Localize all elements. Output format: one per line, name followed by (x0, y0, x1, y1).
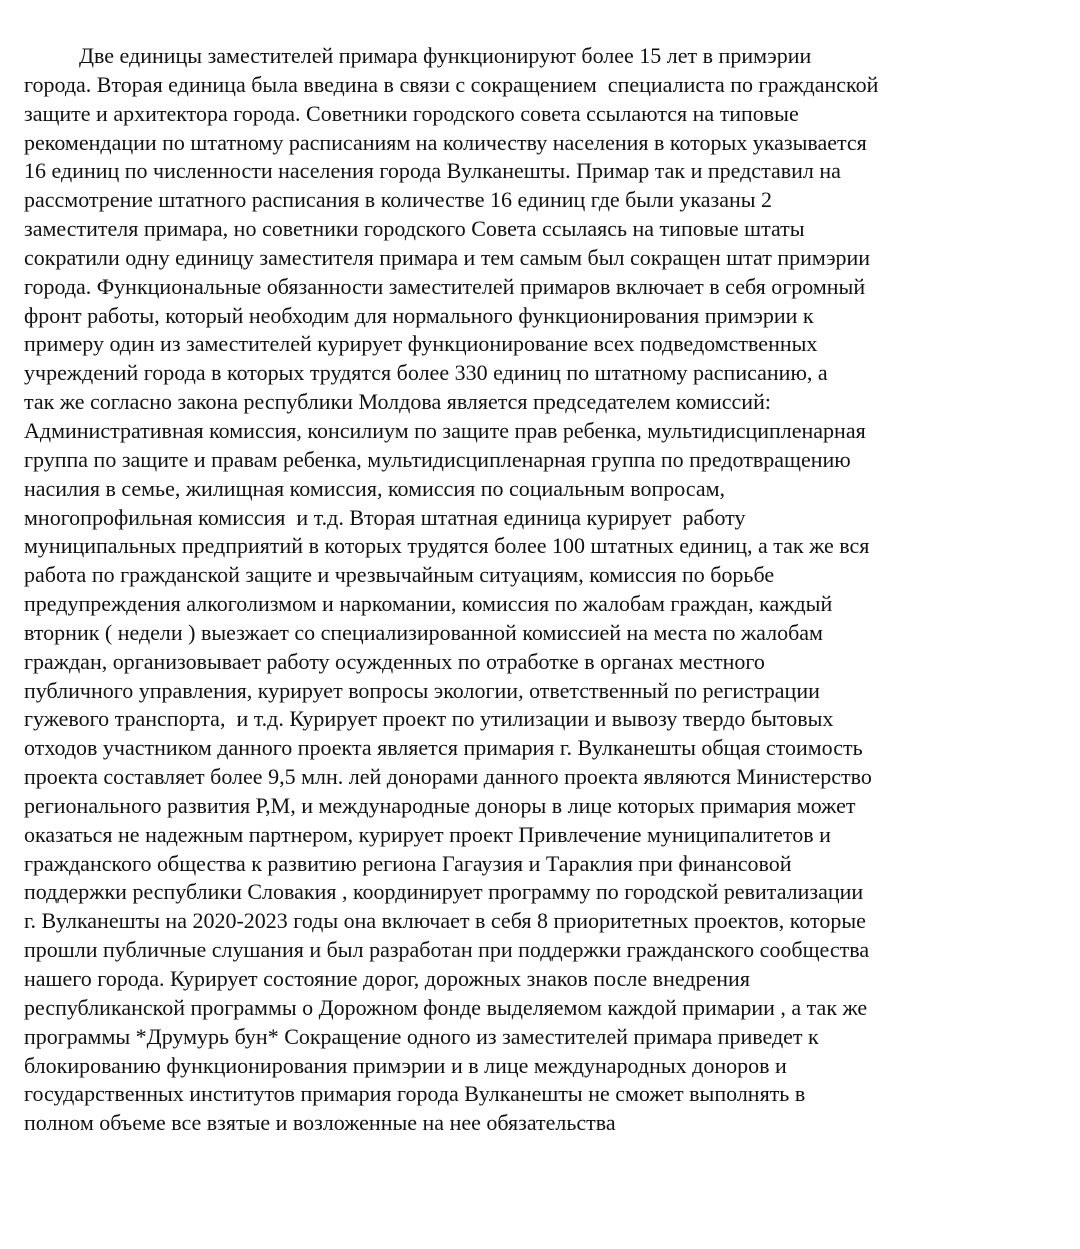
text-line: поддержки республики Словакия , координирует программу по городской ревитализации (24, 879, 864, 905)
text-line: прошли публичные слушания и был разработан при поддержки гражданского сообщества (24, 937, 870, 963)
text-line: 16 единиц по численности населения города Вулканешты. Примар так и представил на (24, 158, 841, 184)
text-line: многопрофильная комиссия и т.д. Вторая штатная единица курирует работу (24, 504, 746, 530)
text-line: вторник ( недели ) выезжает со специализированной комиссией на места по жалобам (24, 619, 823, 645)
document-body-text (24, 42, 1064, 1138)
text-line: сократили одну единицу заместителя примара и тем самым был сокращен штат примэрии (24, 244, 871, 270)
text-line: учреждений города в которых трудятся более 330 единиц по штатному расписанию, а (24, 360, 828, 386)
text-line: г. Вулканешты на 2020-2023 годы она включает в себя 8 приоритетных проектов, которые (24, 908, 866, 934)
text-line: регионального развития Р,М, и международные доноры в лице которых примария может (24, 792, 856, 818)
text-line: рассмотрение штатного расписания в количестве 16 единиц где были указаны 2 (24, 187, 773, 213)
text-line: группа по защите и правам ребенка, мультидисципленарная группа по предотвращению (24, 446, 851, 472)
text-line: муниципальных предприятий в которых трудятся более 100 штатных единиц, а так же вся (24, 533, 870, 559)
text-line: оказаться не надежным партнером, курирует проект Привлечение муниципалитетов и (24, 821, 831, 847)
text-line: предупреждения алкоголизмом и наркомании, комиссия по жалобам граждан, каждый (24, 591, 833, 617)
text-line: защите и архитектора города. Советники городского совета ссылаются на типовые (24, 100, 799, 126)
text-line: гражданского общества к развитию региона Гагаузия и Тараклия при финансовой (24, 850, 792, 876)
text-line: так же согласно закона республики Молдова является председателем комиссий: (24, 389, 771, 415)
text-line: примеру один из заместителей курирует функционирование всех подведомственных (24, 331, 818, 357)
text-line: граждан, организовывает работу осужденных по отработке в органах местного (24, 648, 765, 674)
text-line: Две единицы заместителей примара функционируют более 15 лет в примэрии (24, 43, 812, 68)
text-line: полном объеме все взятые и возложенные на нее обязательства (24, 1110, 616, 1136)
text-line: нашего города. Курирует состояние дорог, дорожных знаков после внедрения (24, 966, 750, 991)
text-line: города. Вторая единица была введина в связи с сокращением специалиста по гражданской (24, 71, 879, 97)
text-line: отходов участником данного проекта является примария г. Вулканешты общая стоимость (24, 735, 863, 761)
text-line: Административная комиссия, консилиум по защите прав ребенка, мультидисципленарная (24, 417, 866, 443)
text-line: проекта составляет более 9,5 млн. лей донорами данного проекта являются Министерство (24, 764, 872, 790)
text-line: программы *Друмурь бун* Сокращение одного из заместителей примара приведет к (24, 1023, 819, 1049)
text-line: гужевого транспорта, и т.д. Курирует проект по утилизации и вывозу твердо бытовых (24, 706, 834, 732)
text-line: государственных институтов примария города Вулканешты не сможет выполнять в (24, 1081, 806, 1107)
text-line: фронт работы, который необходим для нормального функционирования примэрии к (24, 302, 814, 328)
text-line: блокированию функционирования примэрии и в лице международных доноров и (24, 1052, 787, 1078)
text-line: города. Функциональные обязанности заместителей примаров включает в себя огромный (24, 273, 866, 299)
text-line: насилия в семье, жилищная комиссия, комиссия по социальным вопросам, (24, 475, 726, 501)
text-line: рекомендации по штатному расписаниям на количеству населения в которых указывается (24, 129, 867, 155)
text-line: заместителя примара, но советники городского Совета ссылаясь на типовые штаты (24, 216, 805, 242)
text-line: работа по гражданской защите и чрезвычайным ситуациям, комиссия по борьбе (24, 562, 775, 588)
text-line: республиканской программы о Дорожном фонде выделяемом каждой примарии , а так же (24, 994, 868, 1020)
text-line: публичного управления, курирует вопросы экологии, ответственный по регистрации (24, 677, 820, 703)
